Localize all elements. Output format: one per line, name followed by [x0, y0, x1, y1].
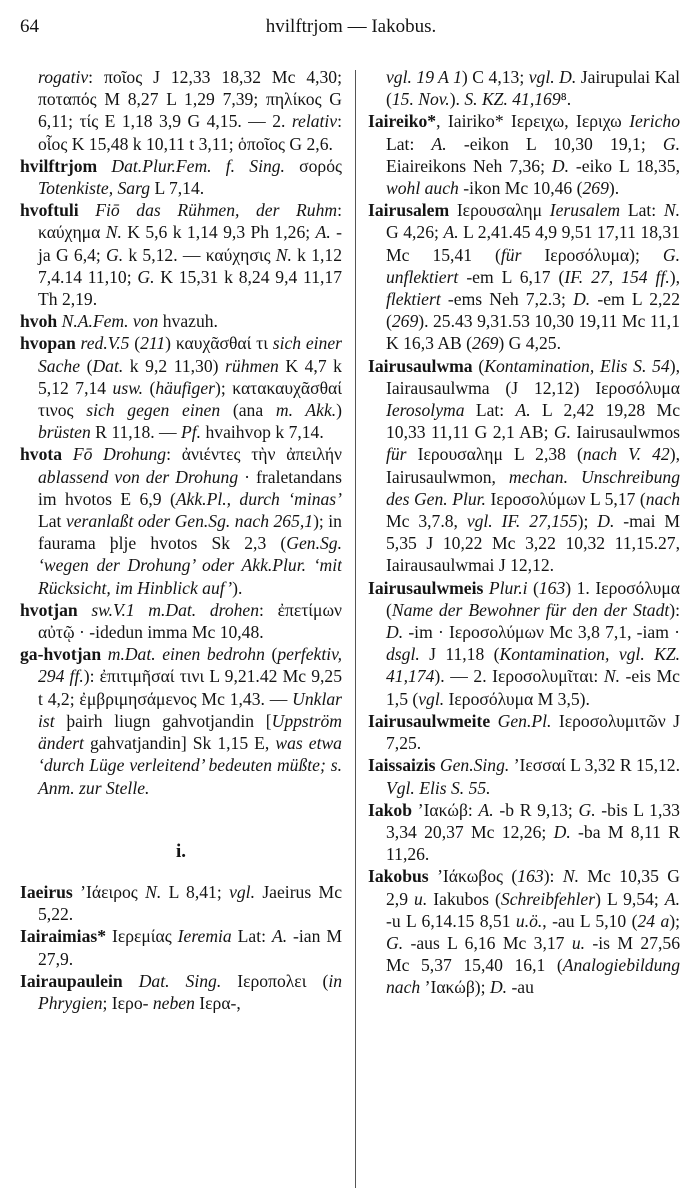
italic-text: N.A.Fem. von	[61, 311, 159, 332]
entry-text: -eikon L 10,30 19,1;	[446, 133, 663, 154]
entry-text	[97, 156, 111, 176]
entry-text: Jaeirus Mc 5,22.	[38, 881, 342, 925]
entry-text: (	[80, 355, 93, 376]
dictionary-entry	[368, 754, 680, 798]
dictionary-entry	[20, 310, 342, 332]
italic-text: N.	[145, 881, 162, 902]
entry-continuation	[20, 66, 342, 155]
italic-text: u.ö.	[515, 910, 543, 931]
italic-text: 24 a	[637, 910, 670, 931]
entry-text: -ian M 27,9.	[38, 926, 342, 969]
entry-text: Lat:	[464, 400, 516, 421]
italic-text: D.	[551, 155, 569, 176]
italic-text: vgl.	[418, 688, 445, 709]
entry-text: (	[143, 377, 156, 398]
headword: Iairusaulwma	[368, 355, 473, 376]
entry-text: ) L 9,54;	[595, 888, 665, 909]
italic-text: red.V.5	[80, 333, 130, 354]
italic-text: S. KZ. 41,169	[464, 89, 561, 110]
entry-text: : ἐπετίμων αὐτῷ · -idedun imma Mc 10,48.	[38, 599, 342, 643]
italic-text: Vgl. Elis S. 55.	[386, 777, 491, 798]
italic-text: Gen.Sing.	[439, 755, 510, 776]
entry-text: ), Iairausaulwma (J 12,12) Ιεροσόλυμα	[386, 355, 680, 398]
entry-text: Lat	[38, 511, 66, 532]
entry-text: , Iairiko* Ιερειχω, Ιεριχω	[436, 111, 630, 132]
entry-text: -ba M 8,11 R 11,26.	[386, 821, 680, 865]
dictionary-entry	[20, 643, 342, 798]
entry-text: ) C 4,13;	[461, 67, 529, 87]
entry-text: k 9,2 11,30)	[123, 355, 226, 376]
italic-text: Fō Drohung	[72, 444, 167, 465]
entry-text: Ιερεμίας	[106, 926, 178, 947]
entry-text	[78, 600, 92, 620]
italic-text: Ierosolyma	[386, 400, 465, 421]
entry-text: Ιερουσαλημ L 2,38 (	[406, 444, 583, 465]
italic-text: ablassend von der Drohung	[38, 466, 239, 487]
entry-text: : οἷος K 15,48 k 10,11 t 3,11; ὁποῖος G 2,6.	[38, 111, 342, 154]
entry-text: -ems Neh 7,2.3;	[440, 289, 574, 310]
headword: Iairaupaulein	[20, 970, 123, 991]
italic-text: N.	[105, 222, 122, 243]
dictionary-entry	[20, 199, 342, 310]
italic-text: vgl.	[229, 881, 255, 902]
italic-text: in Phrygien	[38, 970, 342, 1013]
italic-text: neben	[152, 992, 195, 1013]
headword: Iaissaizis	[368, 755, 436, 776]
italic-text: Akk.Pl., durch ‘minas’	[175, 488, 342, 509]
italic-text: m.Dat. einen bedrohn	[107, 644, 265, 665]
entry-text	[62, 444, 73, 464]
italic-text: IF. 27, 154 ff.	[564, 266, 670, 287]
entry-text: ’Ιακώβ);	[420, 977, 490, 998]
entry-text: )	[336, 400, 342, 421]
headword: Iaireiko*	[368, 111, 437, 132]
italic-text: häufiger	[155, 377, 215, 398]
italic-text: D.	[573, 289, 591, 310]
italic-text: Gen.Pl.	[497, 710, 552, 731]
italic-text: nach V. 42	[582, 444, 670, 465]
entry-text: : ποῖος J 12,33 18,32 Mc 4,30; ποταπός M 8,27 L 1,29 7,39; πηλίκος G 6,11; τίς E 1,18 3,9 G 4,15. — 2.	[38, 67, 342, 132]
entry-text: hvazuh.	[158, 311, 218, 332]
italic-text: A.	[431, 133, 447, 154]
italic-text: A.	[443, 222, 459, 243]
entry-text: ).	[232, 577, 243, 598]
entry-text: Ιεροσόλυμα);	[521, 244, 663, 265]
italic-text: Dat.	[92, 355, 124, 376]
entry-text	[490, 711, 497, 731]
entry-text: (ana	[220, 400, 276, 421]
dictionary-entry	[368, 799, 680, 866]
entry-text: hvaihvop k 7,14.	[201, 422, 324, 443]
italic-text: 269	[472, 333, 499, 354]
italic-text: brüsten	[38, 422, 91, 443]
page-header	[20, 14, 682, 42]
italic-text: Gen.Sg. ‘wegen der Drohung’ oder Akk.Plur. ‘mit Rücksicht, im Hinblick auf’	[38, 533, 342, 598]
column-divider	[355, 70, 356, 1188]
entry-text: -ikon Mc 10,46 (	[458, 178, 583, 199]
italic-text: Uppström ändert	[38, 710, 342, 754]
dictionary-entry	[368, 710, 680, 754]
entry-text	[123, 971, 139, 991]
dictionary-entry	[368, 577, 680, 710]
entry-text: Mc 3,7.8,	[386, 511, 467, 532]
entry-text: ) καυχᾶσθαί τι	[165, 333, 273, 354]
italic-text: 269	[391, 311, 419, 332]
page-number: 64	[20, 16, 39, 37]
entry-text: Lat:	[386, 133, 432, 154]
entry-text: Lat:	[620, 200, 664, 221]
dictionary-entry	[20, 925, 342, 969]
entry-text: k 5,12. — καύχησις	[123, 244, 276, 265]
entry-text: : καύχημα	[38, 200, 342, 243]
entry-text: -au	[507, 977, 534, 998]
italic-text: Kontamination, Elis S. 54	[484, 355, 670, 376]
dictionary-entry	[20, 881, 342, 925]
italic-text: A.	[515, 400, 531, 421]
left-column	[20, 66, 342, 1188]
entry-text: -im · Ιεροσολύμων Mc 3,8 7,1, -iam ·	[403, 622, 680, 643]
entry-text: ) G 4,25.	[498, 333, 561, 354]
italic-text: 163	[517, 866, 544, 887]
entry-text: -u L 6,14.15 8,51	[386, 910, 516, 931]
entry-continuation	[368, 66, 680, 110]
italic-text: N.	[562, 866, 579, 887]
italic-text: für	[386, 444, 407, 465]
entry-text	[79, 200, 96, 220]
italic-text: D.	[386, 622, 404, 643]
italic-text: relativ	[291, 111, 338, 132]
italic-text: sich gegen einen	[86, 400, 221, 421]
italic-text: rühmen	[225, 355, 279, 376]
italic-text: G.	[578, 799, 596, 820]
italic-text: Dat.Plur.Fem. f. Sing.	[111, 155, 285, 176]
italic-text: u.	[571, 932, 586, 953]
italic-text: N.	[663, 200, 680, 221]
entry-text: -bis L 1,33 3,34 20,37 Mc 12,26;	[386, 799, 680, 842]
entry-text: );	[577, 511, 598, 532]
entry-text: , -au L 5,10 (	[542, 910, 638, 931]
entry-text: Iakubos (	[427, 888, 501, 909]
italic-text: flektiert	[386, 289, 441, 310]
dictionary-entry	[20, 443, 342, 598]
dictionary-entry	[20, 599, 342, 643]
entry-text: i.	[175, 840, 187, 862]
italic-text: vgl. D.	[528, 67, 577, 87]
italic-text: mechan. Unschreibung des Gen. Plur.	[386, 466, 680, 509]
italic-text: Totenkiste, Sarg	[38, 178, 151, 199]
entry-text: L 2,41.45 4,9 9,51 17,11 18,31 Mc 15,41 (	[386, 222, 680, 265]
entry-text: K 15,31 k 8,24 9,4 11,17 Th 2,19.	[38, 266, 342, 310]
entry-text: þairh liugn gahvotjandin [	[54, 710, 272, 731]
italic-text: G.	[662, 133, 680, 154]
dictionary-entry	[368, 355, 680, 577]
entry-text: -b R 9,13;	[493, 799, 579, 820]
entry-text: Iairusaulwmos	[571, 422, 680, 443]
italic-text: G.	[553, 422, 571, 443]
entry-text: Eiaireikons Neh 7,36;	[386, 155, 552, 176]
entry-text: -aus L 6,16 Mc 3,17	[403, 932, 572, 953]
italic-text: vgl. 19 A 1	[386, 67, 462, 87]
entry-text: (	[129, 333, 141, 354]
dictionary-entry	[20, 332, 342, 443]
italic-text: G. unflektiert	[386, 244, 680, 287]
entry-text: -eis Mc 1,5 (	[386, 666, 680, 709]
entry-text: ). 25.43 9,31.53 10,30 19,11 Mc 11,1 K 16,3 AB (	[386, 311, 680, 354]
italic-text: was etwa ‘durch Lüge verleitend’ bedeuten müßte; s. Anm. zur Stelle.	[38, 733, 342, 798]
italic-text: G.	[106, 244, 124, 265]
section-letter	[20, 841, 342, 863]
entry-text: Jairupulai Kal (	[386, 67, 680, 110]
entry-text: -mai M 5,35 J 10,22 Mc 3,22 10,32 11,15.27, Iairausaulwmai J 12,12.	[386, 511, 680, 576]
entry-text: L 8,41;	[161, 881, 230, 902]
italic-text: veranlaßt oder Gen.Sg. nach 265,1	[65, 511, 314, 532]
italic-text: für	[500, 244, 522, 265]
entry-text: (	[527, 577, 539, 598]
entry-text: R 11,18. —	[90, 422, 182, 443]
italic-text: G.	[137, 266, 155, 287]
italic-text: G.	[386, 932, 404, 953]
italic-text: A.	[315, 222, 331, 243]
entry-text: σορός	[284, 155, 342, 176]
entry-text: ).	[449, 89, 465, 110]
dictionary-entry	[20, 970, 342, 1014]
entry-text: Lat:	[231, 926, 272, 947]
entry-text: -em L 2,22 (	[386, 289, 680, 332]
running-head: hvilftrjom — Iakobus.	[265, 16, 437, 37]
italic-text: dsgl.	[386, 644, 420, 665]
italic-text: Ieremia	[177, 926, 232, 947]
entry-text	[101, 644, 108, 664]
italic-text: A.	[271, 926, 288, 947]
italic-text: Schreibfehler	[500, 888, 596, 909]
entry-text: (	[472, 355, 485, 376]
italic-text: u.	[414, 888, 428, 909]
italic-text: nach	[645, 488, 680, 509]
headword: hvoh	[20, 311, 58, 332]
italic-text: N.	[603, 666, 620, 687]
dictionary-entry	[368, 865, 680, 998]
italic-text: 163	[538, 577, 566, 598]
entry-text: Ιεροσόλυμα M 3,5).	[444, 688, 590, 709]
italic-text: wohl auch	[386, 178, 459, 199]
entry-text: Ιεροσολύμων L 5,17 (	[485, 488, 646, 509]
entry-text: ).	[608, 178, 620, 199]
entry-text: -is M 27,56 Mc 5,37 15,40 16,1 (	[386, 932, 680, 976]
italic-text: Fiō das Rühmen, der Ruhm	[95, 200, 338, 221]
entry-text: Ιεροπολει (	[221, 970, 329, 991]
entry-text: gahvatjandin] Sk 1,15 E,	[83, 733, 276, 754]
headword: Iairusaulwmeite	[368, 710, 491, 731]
dictionary-entry	[368, 110, 680, 199]
entry-text: · fraletandans im hvotos E 6,9 (	[38, 466, 342, 509]
entry-text: L 2,42 19,28 Mc 10,33 11,11 G 2,1 AB;	[386, 400, 680, 443]
entry-text: ) 1. Ιεροσόλυμα (	[386, 577, 680, 620]
entry-text: ):	[543, 866, 563, 887]
italic-text: D.	[489, 977, 508, 998]
entry-text: ). — 2. Ιεροσολυμῖται:	[434, 666, 604, 687]
italic-text: sich einer Sache	[38, 333, 342, 376]
entry-text: G 4,26;	[386, 222, 444, 243]
entry-text: : ἀνιέντες τὴν ἀπειλήν	[166, 444, 342, 465]
headword: hvotjan	[20, 599, 78, 620]
entry-text: Ιεροσολυμιτῶν J 7,25.	[386, 710, 680, 754]
italic-text: Unklar ist	[38, 688, 342, 731]
entry-text: -eiko L 18,35,	[569, 155, 680, 176]
italic-text: Pf.	[181, 422, 202, 443]
italic-text: Kontamination, vgl. KZ. 41,174	[386, 644, 680, 687]
entry-text: ’Ιάκωβος (	[428, 866, 518, 887]
headword: hvilftrjom	[20, 155, 98, 176]
headword: Iairaimias*	[20, 926, 107, 947]
entry-text: -ja G 6,4;	[38, 222, 342, 265]
italic-text: A.	[664, 888, 680, 909]
italic-text: Analogiebildung nach	[386, 955, 680, 998]
dictionary-entry	[368, 199, 680, 354]
italic-text: A.	[478, 799, 494, 820]
headword: Iaeirus	[20, 881, 73, 902]
italic-text: vgl. IF. 27,155	[466, 511, 578, 532]
entry-text: ), Iairusaulwmon,	[386, 444, 680, 487]
italic-text: perfektiv, 294 ff.	[38, 644, 342, 687]
italic-text: D.	[597, 511, 615, 532]
italic-text: sw.V.1 m.Dat. drohen	[91, 599, 260, 620]
headword: Iairusalem	[368, 200, 450, 221]
entry-text: (	[264, 644, 278, 665]
italic-text: Dat. Sing.	[138, 970, 222, 991]
entry-text: J 11,18 (	[419, 644, 500, 665]
italic-text: 15. Nov.	[391, 89, 450, 110]
italic-text: usw.	[112, 377, 144, 398]
headword: Iakobus	[368, 866, 429, 887]
italic-text: Plur.i	[488, 577, 528, 598]
headword: hvoftuli	[20, 200, 79, 221]
entry-text: ’Ιάειρος	[72, 881, 146, 902]
headword: Iairusaulwmeis	[368, 577, 484, 598]
italic-text: 269	[582, 178, 609, 199]
entry-text: ):	[669, 599, 680, 620]
italic-text: D.	[553, 821, 571, 842]
entry-text: ; Ιερο-	[102, 992, 153, 1013]
right-column	[368, 66, 680, 1188]
entry-text: Mc 10,35 G 2,9	[386, 866, 680, 909]
italic-text: Iericho	[629, 111, 680, 132]
entry-text: ’Ιακώβ:	[412, 799, 479, 820]
entry-text: -em L 6,17 (	[458, 266, 565, 287]
entry-text: );	[669, 910, 680, 931]
italic-text: Ierusalem	[549, 200, 621, 221]
headword: hvopan	[20, 333, 76, 354]
dictionary-entry	[20, 155, 342, 199]
entry-text: k 1,12 7,4.14 11,10;	[38, 244, 342, 287]
entry-text: L 7,14.	[150, 178, 205, 199]
entry-text: K 4,7 k 5,12 7,14	[38, 355, 342, 398]
entry-text: ); in faurama þlje hvotos Sk 2,3 (	[38, 511, 342, 554]
italic-text: Name der Bewohner für den der Stadt	[391, 599, 670, 620]
headword: hvota	[20, 444, 63, 465]
entry-text: ); κατακαυχᾶσθαί τινος	[38, 377, 342, 421]
italic-text: N.	[275, 244, 292, 265]
italic-text: rogativ	[38, 67, 89, 87]
entry-text: Ιερουσαλημ	[449, 200, 550, 221]
entry-text: ’Ιεσσαί L 3,32 R 15,12.	[509, 755, 680, 776]
entry-text: ): ἐπιτιμῆσαί τινι L 9,21.42 Mc 9,25 t 4,2; ἐμβριμησάμενος Mc 1,43. —	[38, 666, 342, 709]
headword: Iakob	[368, 799, 413, 820]
entry-text: Ιερα-,	[194, 992, 241, 1013]
entry-text: ),	[669, 266, 680, 287]
italic-text: 211	[140, 333, 166, 354]
entry-text: K 5,6 k 1,14 9,3 Ph 1,26;	[121, 222, 316, 243]
headword: ga-hvotjan	[20, 644, 102, 665]
italic-text: m. Akk.	[275, 400, 337, 421]
entry-text: ⁸.	[560, 89, 572, 110]
